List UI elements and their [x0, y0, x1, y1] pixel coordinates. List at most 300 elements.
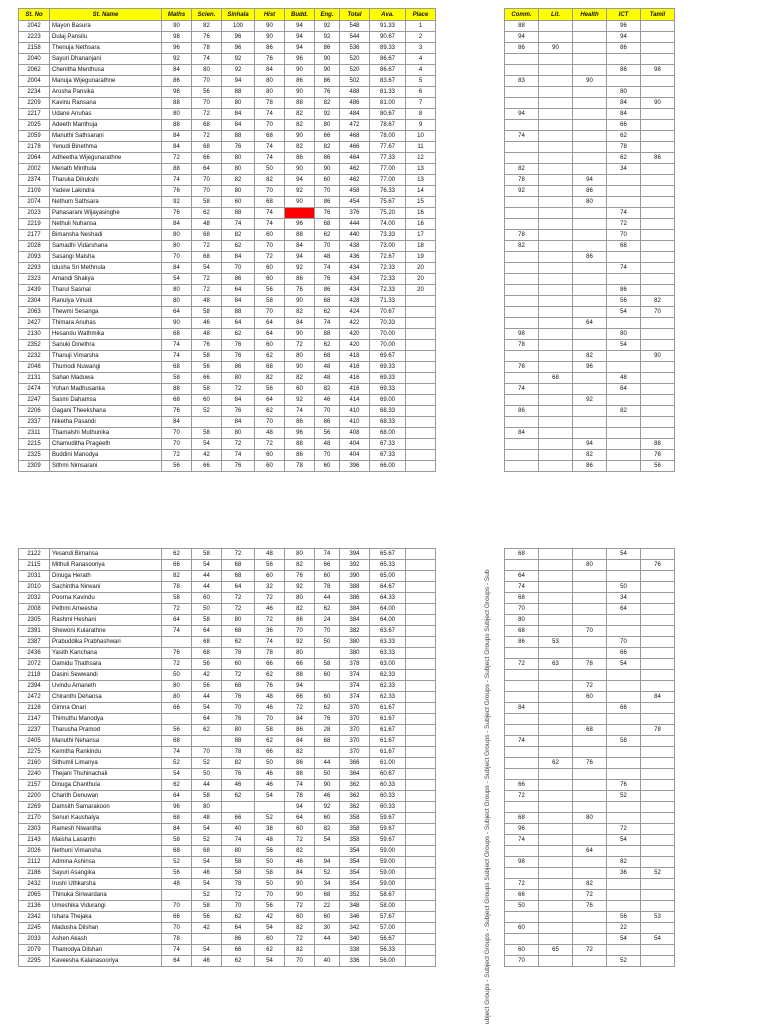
- subject-cell: 64: [607, 384, 641, 395]
- table-cell: 60.33: [370, 780, 406, 791]
- student-name-cell: Thamodya Dilshan: [50, 945, 162, 956]
- subject-cell: [539, 824, 573, 835]
- table-cell: 92: [222, 65, 255, 76]
- student-name-cell: Kavinu Ransana: [50, 98, 162, 109]
- subject-cell: [539, 131, 573, 142]
- subject-cell: [539, 923, 573, 934]
- table-cell: 58: [192, 901, 222, 912]
- table-cell: [315, 846, 340, 857]
- table-cell: 83.67: [370, 76, 406, 87]
- subject-cell: [641, 626, 675, 637]
- subject-row: [505, 813, 675, 824]
- subject-row: [505, 373, 675, 384]
- table-cell: 72: [192, 285, 222, 296]
- table-row: [19, 186, 436, 197]
- subject-cell: [539, 582, 573, 593]
- subject-cell: 90: [641, 98, 675, 109]
- student-name-cell: Kaveesha Kalanasooriya: [50, 956, 162, 967]
- subject-row: [505, 384, 675, 395]
- student-name-cell: Sachintha Nirwani: [50, 582, 162, 593]
- subject-cell: [641, 791, 675, 802]
- table-cell: 75.20: [370, 208, 406, 219]
- student-name-cell: Udane Anuhas: [50, 109, 162, 120]
- subject-header-row: [505, 9, 675, 21]
- subject-cell: [539, 54, 573, 65]
- student-name-cell: Dasini Sewwandi: [50, 670, 162, 681]
- table-cell: 370: [340, 703, 370, 714]
- table-cell: 44: [192, 582, 222, 593]
- table-cell: 2472: [19, 692, 50, 703]
- subject-cell: [573, 43, 607, 54]
- table-cell: 58.67: [370, 890, 406, 901]
- subject-cell: 80: [573, 560, 607, 571]
- subject-row: [505, 285, 675, 296]
- table-cell: 462: [340, 164, 370, 175]
- subject-cell: 72: [573, 681, 607, 692]
- table-cell: 46: [192, 318, 222, 329]
- table-cell: 60: [285, 824, 315, 835]
- table-cell: 90: [255, 21, 285, 32]
- table-row: [19, 703, 436, 714]
- table-row: [19, 109, 436, 120]
- table-cell: 60: [255, 263, 285, 274]
- table-cell: 66: [162, 703, 192, 714]
- subject-cell: [573, 340, 607, 351]
- table-cell: 90: [315, 54, 340, 65]
- subject-cell: 80: [607, 87, 641, 98]
- table-cell: 96: [162, 43, 192, 54]
- table-cell: [406, 549, 436, 560]
- table-cell: 82: [285, 604, 315, 615]
- table-cell: 70: [285, 956, 315, 967]
- subject-cell: [539, 725, 573, 736]
- table-cell: 96: [222, 32, 255, 43]
- table-row: [19, 802, 436, 813]
- table-cell: 80: [222, 373, 255, 384]
- table-cell: 56: [315, 428, 340, 439]
- table-cell: 64: [162, 956, 192, 967]
- table-cell: 42: [192, 450, 222, 461]
- table-cell: 61.67: [370, 747, 406, 758]
- subject-cell: [607, 318, 641, 329]
- table-cell: 374: [340, 670, 370, 681]
- table-cell: 60: [255, 274, 285, 285]
- table-cell: 50: [255, 879, 285, 890]
- subject-cell: [539, 769, 573, 780]
- subject-cell: [641, 813, 675, 824]
- subject-cell: [505, 439, 539, 450]
- subject-cell: [539, 846, 573, 857]
- table-cell: 64.00: [370, 604, 406, 615]
- table-row: [19, 208, 436, 219]
- table-cell: 82: [285, 747, 315, 758]
- table-cell: 58: [162, 373, 192, 384]
- table-cell: 64: [285, 813, 315, 824]
- student-name-cell: Tharuka Dilrukshi: [50, 175, 162, 186]
- subject-cell: 60: [573, 692, 607, 703]
- table-cell: 74: [315, 263, 340, 274]
- subject-row: [505, 571, 675, 582]
- subject-cell: 98: [505, 857, 539, 868]
- table-cell: 62: [162, 549, 192, 560]
- subject-cell: [539, 890, 573, 901]
- table-cell: 384: [340, 604, 370, 615]
- table-cell: 74: [255, 637, 285, 648]
- subject-cell: [573, 868, 607, 879]
- table-cell: 63.67: [370, 626, 406, 637]
- table-cell: 2160: [19, 758, 50, 769]
- table-cell: 18: [406, 241, 436, 252]
- subject-cell: [573, 703, 607, 714]
- table-cell: 54: [162, 769, 192, 780]
- table-cell: 520: [340, 65, 370, 76]
- table-cell: 56: [162, 461, 192, 472]
- table-cell: 82: [285, 945, 315, 956]
- table-cell: 54: [255, 956, 285, 967]
- table-cell: 362: [340, 791, 370, 802]
- subject-cell: [641, 208, 675, 219]
- table-cell: 70.33: [370, 318, 406, 329]
- table-cell: 436: [340, 252, 370, 263]
- table-cell: 62: [162, 780, 192, 791]
- table-cell: 88: [162, 384, 192, 395]
- subject-cell: [505, 285, 539, 296]
- table-cell: 88: [285, 670, 315, 681]
- subject-cell: [573, 824, 607, 835]
- table-cell: 58: [192, 428, 222, 439]
- subject-cell: [505, 274, 539, 285]
- table-cell: 92: [315, 21, 340, 32]
- subject-cell: [505, 219, 539, 230]
- subject-cell: 76: [573, 758, 607, 769]
- table-cell: 2303: [19, 824, 50, 835]
- table-cell: 80: [222, 98, 255, 109]
- subject-cell: [641, 835, 675, 846]
- table-cell: 65.67: [370, 549, 406, 560]
- subject-cell: 64: [505, 571, 539, 582]
- table-cell: 64: [192, 714, 222, 725]
- table-cell: 2215: [19, 439, 50, 450]
- subject-row: [505, 593, 675, 604]
- table-cell: 404: [340, 439, 370, 450]
- subject-row: [505, 164, 675, 175]
- table-cell: [406, 890, 436, 901]
- subject-cell: [641, 329, 675, 340]
- table-cell: 78: [285, 791, 315, 802]
- table-cell: 46: [315, 791, 340, 802]
- subject-cell: [641, 923, 675, 934]
- table-cell: 2028: [19, 241, 50, 252]
- subject-row: [505, 868, 675, 879]
- table-cell: 78.00: [370, 131, 406, 142]
- subject-cell: [505, 912, 539, 923]
- subject-cell: 86: [573, 186, 607, 197]
- table-cell: 76: [255, 54, 285, 65]
- rank-table-bottom: [18, 548, 436, 967]
- subject-cell: 50: [607, 582, 641, 593]
- table-cell: 46: [192, 956, 222, 967]
- table-cell: 472: [340, 120, 370, 131]
- table-row: [19, 362, 436, 373]
- table-cell: 90: [285, 296, 315, 307]
- table-cell: 76: [162, 648, 192, 659]
- table-cell: 66: [162, 560, 192, 571]
- subject-cell: 63: [539, 659, 573, 670]
- table-cell: 2143: [19, 835, 50, 846]
- table-cell: 69.33: [370, 373, 406, 384]
- subject-cell: [607, 890, 641, 901]
- table-cell: 62: [315, 307, 340, 318]
- table-cell: [406, 439, 436, 450]
- table-cell: 86: [285, 758, 315, 769]
- table-cell: 2002: [19, 164, 50, 175]
- table-cell: 80: [255, 76, 285, 87]
- table-row: [19, 747, 436, 758]
- table-cell: 2136: [19, 901, 50, 912]
- table-cell: 70: [315, 406, 340, 417]
- subject-cell: 76: [641, 450, 675, 461]
- table-cell: 70: [315, 450, 340, 461]
- table-cell: 90: [162, 21, 192, 32]
- table-cell: 90: [285, 164, 315, 175]
- subject-cell: 68: [505, 813, 539, 824]
- student-name-cell: Sasangi Maisha: [50, 252, 162, 263]
- subject-cell: [539, 285, 573, 296]
- table-cell: [285, 208, 315, 219]
- subject-cell: [641, 714, 675, 725]
- subject-cell: [573, 912, 607, 923]
- table-cell: 422: [340, 318, 370, 329]
- subject-cell: [641, 670, 675, 681]
- table-cell: 68: [255, 197, 285, 208]
- subject-cell: [607, 560, 641, 571]
- table-cell: 58: [192, 615, 222, 626]
- table-cell: 370: [340, 747, 370, 758]
- table-cell: 88: [222, 307, 255, 318]
- table-cell: 50: [192, 604, 222, 615]
- subject-row: [505, 439, 675, 450]
- table-row: [19, 131, 436, 142]
- subject-cell: 56: [641, 461, 675, 472]
- student-name-cell: Nethuli Nuhansa: [50, 219, 162, 230]
- table-cell: 464: [340, 153, 370, 164]
- table-cell: 64: [222, 318, 255, 329]
- table-row: [19, 329, 436, 340]
- table-cell: 354: [340, 846, 370, 857]
- table-cell: 62: [222, 791, 255, 802]
- subject-row: [505, 263, 675, 274]
- table-cell: 50: [162, 670, 192, 681]
- table-cell: 13: [406, 164, 436, 175]
- table-cell: 340: [340, 934, 370, 945]
- table-cell: 44: [192, 780, 222, 791]
- table-cell: 82: [285, 307, 315, 318]
- table-cell: 86: [315, 285, 340, 296]
- subject-cell: 72: [505, 659, 539, 670]
- column-header: Ava.: [370, 9, 406, 21]
- table-row: [19, 32, 436, 43]
- subject-cell: [573, 637, 607, 648]
- subject-cell: [573, 296, 607, 307]
- column-header: St. Name: [50, 9, 162, 21]
- subject-cell: [607, 186, 641, 197]
- subject-cell: [607, 901, 641, 912]
- table-cell: 444: [340, 219, 370, 230]
- student-name-cell: Prabuddika Prabhashwari: [50, 637, 162, 648]
- table-cell: 72: [222, 670, 255, 681]
- subject-cell: [573, 32, 607, 43]
- student-name-cell: Madusha Dilshan: [50, 923, 162, 934]
- subject-cell: [573, 428, 607, 439]
- table-row: [19, 461, 436, 472]
- table-cell: 77.00: [370, 164, 406, 175]
- table-cell: 52: [255, 813, 285, 824]
- table-cell: 342: [340, 923, 370, 934]
- table-cell: 90: [285, 362, 315, 373]
- table-cell: 354: [340, 879, 370, 890]
- table-cell: 61.00: [370, 758, 406, 769]
- table-cell: 2157: [19, 780, 50, 791]
- table-cell: 380: [340, 637, 370, 648]
- table-cell: 376: [340, 208, 370, 219]
- table-cell: 370: [340, 714, 370, 725]
- table-cell: 56: [162, 868, 192, 879]
- table-cell: 71.33: [370, 296, 406, 307]
- table-cell: 484: [340, 109, 370, 120]
- table-cell: 78: [162, 582, 192, 593]
- subject-cell: [539, 802, 573, 813]
- table-cell: 76: [222, 142, 255, 153]
- table-cell: 59.00: [370, 868, 406, 879]
- table-cell: 72: [285, 703, 315, 714]
- student-name-cell: Damsith Samarakoon: [50, 802, 162, 813]
- subject-cell: 86: [607, 285, 641, 296]
- table-row: [19, 373, 436, 384]
- table-cell: 2323: [19, 274, 50, 285]
- subject-cell: [539, 417, 573, 428]
- table-cell: 94: [222, 76, 255, 87]
- table-cell: 2245: [19, 923, 50, 934]
- table-cell: 68: [162, 395, 192, 406]
- table-cell: [406, 813, 436, 824]
- table-cell: [406, 835, 436, 846]
- subject-cell: [641, 21, 675, 32]
- subject-cell: [573, 274, 607, 285]
- subject-cell: [539, 230, 573, 241]
- table-cell: 84: [162, 263, 192, 274]
- table-row: [19, 351, 436, 362]
- table-cell: [406, 329, 436, 340]
- subject-cell: [505, 934, 539, 945]
- subject-cell: [505, 252, 539, 263]
- subject-column-header: Comm.: [505, 9, 539, 21]
- subject-cell: 90: [641, 351, 675, 362]
- subject-cell: 66: [505, 890, 539, 901]
- table-cell: 66: [285, 659, 315, 670]
- subject-row: [505, 945, 675, 956]
- subject-row: [505, 142, 675, 153]
- table-cell: 60: [222, 659, 255, 670]
- subject-cell: 94: [505, 109, 539, 120]
- subject-cell: [539, 307, 573, 318]
- table-cell: 92: [315, 32, 340, 43]
- student-name-cell: Nethuni Vimansha: [50, 846, 162, 857]
- subject-cell: 66: [505, 780, 539, 791]
- table-cell: 2427: [19, 318, 50, 329]
- subject-row: [505, 307, 675, 318]
- table-cell: 76: [255, 681, 285, 692]
- table-cell: [406, 857, 436, 868]
- table-cell: 12: [406, 153, 436, 164]
- subject-cell: 54: [607, 659, 641, 670]
- table-cell: 88: [222, 87, 255, 98]
- table-row: [19, 637, 436, 648]
- table-cell: 82: [315, 98, 340, 109]
- subject-cell: 82: [607, 406, 641, 417]
- subject-cell: 68: [607, 241, 641, 252]
- table-cell: 86: [285, 615, 315, 626]
- table-cell: 66: [222, 945, 255, 956]
- table-cell: 72: [255, 615, 285, 626]
- table-cell: 84: [222, 395, 255, 406]
- table-cell: 89.33: [370, 43, 406, 54]
- table-cell: 72: [222, 439, 255, 450]
- table-cell: [406, 615, 436, 626]
- table-cell: 56.67: [370, 934, 406, 945]
- table-cell: 72: [222, 549, 255, 560]
- table-cell: 80: [162, 692, 192, 703]
- subject-cell: 86: [505, 43, 539, 54]
- table-cell: 68: [162, 736, 192, 747]
- subject-cell: [573, 714, 607, 725]
- table-cell: 74: [162, 626, 192, 637]
- table-cell: 96: [285, 219, 315, 230]
- student-name-cell: Thumodi Nuwangi: [50, 362, 162, 373]
- table-cell: 30: [315, 923, 340, 934]
- student-name-cell: Arosha Pansika: [50, 87, 162, 98]
- table-cell: 2209: [19, 98, 50, 109]
- subject-cell: [539, 219, 573, 230]
- student-name-cell: Gagani Theekshana: [50, 406, 162, 417]
- table-cell: 2170: [19, 813, 50, 824]
- student-name-cell: Yohan Madhusanka: [50, 384, 162, 395]
- table-cell: 56: [255, 560, 285, 571]
- table-cell: 48: [192, 296, 222, 307]
- table-cell: 92: [285, 186, 315, 197]
- subject-cell: 84: [505, 703, 539, 714]
- table-cell: 58: [315, 659, 340, 670]
- table-cell: 54: [315, 835, 340, 846]
- table-cell: 67.33: [370, 450, 406, 461]
- table-cell: 2026: [19, 846, 50, 857]
- subject-row: [505, 109, 675, 120]
- subject-cell: 86: [505, 406, 539, 417]
- subject-cell: [505, 417, 539, 428]
- subject-row: [505, 802, 675, 813]
- table-cell: 60: [255, 461, 285, 472]
- subject-row: [505, 428, 675, 439]
- student-name-cell: Pethmi Ameesha: [50, 604, 162, 615]
- student-name-cell: Poorna Kavindu: [50, 593, 162, 604]
- student-name-cell: Ramesh Niwantha: [50, 824, 162, 835]
- subject-row: [505, 32, 675, 43]
- subject-cell: [505, 648, 539, 659]
- rank-table-top: [18, 8, 436, 472]
- table-row: [19, 681, 436, 692]
- subject-cell: [505, 714, 539, 725]
- table-cell: 57.67: [370, 912, 406, 923]
- student-name-cell: Menath Minthula: [50, 164, 162, 175]
